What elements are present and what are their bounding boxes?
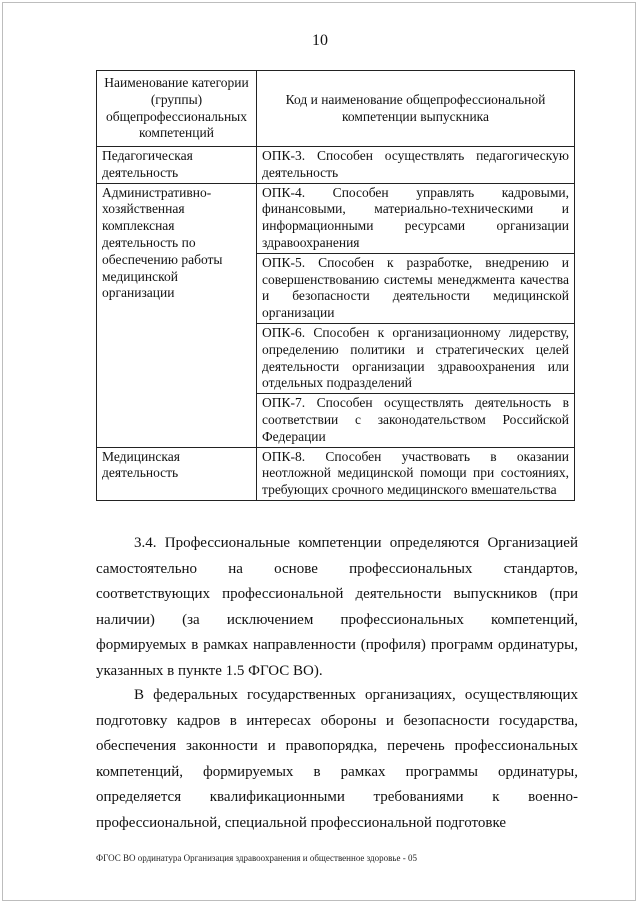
competency-cell <box>257 253 575 323</box>
competency-text: ОПК-6. Способен к организационному лидерству, определению политики и стратегических целей деятельности организации здравоохранения или отдельных подразделений <box>262 324 569 391</box>
competency-text: ОПК-4. Способен управлять кадровыми, финансовыми, материально-техническими и информационными ресурсами организации здравоохранения <box>262 184 569 250</box>
competency-cell <box>257 183 575 253</box>
page-number: 10 <box>312 32 328 49</box>
competency-text: ОПК-5. Способен к разработке, внедрению и совершенствованию системы менеджмента качества и безопасности деятельности медицинской организации <box>262 254 569 321</box>
table-row <box>97 147 575 184</box>
competency-cell <box>257 147 575 184</box>
competency-cell <box>257 447 575 500</box>
competency-text: ОПК-7. Способен осуществлять деятельность в соответствии с законодательством Российской Федерации <box>262 395 569 444</box>
category-cell: Медицинская деятельность <box>97 447 257 500</box>
paragraph-federal-organizations: В федеральных государственных организациях, осуществляющих подготовку кадров в интересах обороны и безопасности государства, обеспечения законности и правопорядка, перечень профессиональных компетенций, формируемых в рамках программы ординатуры, определяется квалификационными требованиями к военно-профессиональной, специальной профессиональной подготовке <box>96 687 578 831</box>
category-cell: Педагогическая деятельность <box>97 147 257 184</box>
competency-cell <box>257 323 575 393</box>
category-cell: Административно-хозяйственная комплексная деятельность по обеспечению работы медицинской организации <box>97 183 257 447</box>
header-category: Наименование категории (группы) общепрофессиональных компетенций <box>97 71 257 147</box>
table-row <box>97 447 575 500</box>
competencies-table <box>96 70 575 501</box>
header-code: Код и наименование общепрофессиональной компетенции выпускника <box>257 71 575 147</box>
table-header-row <box>97 71 575 147</box>
competency-cell <box>257 394 575 447</box>
competency-text: ОПК-8. Способен участвовать в оказании неотложной медицинской помощи при состояниях, требующих срочного медицинского вмешательства <box>262 448 569 498</box>
paragraph-3-4: 3.4. Профессиональные компетенции определяются Организацией самостоятельно на основе профессиональных стандартов, соответствующих профессиональной деятельности выпускников (при наличии) (за исключением профессиональных компетенций, формируемых в рамках направленности (профиля) программ ординатуры, указанных в пункте 1.5 ФГОС ВО). <box>96 535 578 679</box>
footer-note: ФГОС ВО ординатура Организация здравоохранения и общественное здоровье - 05 <box>96 853 417 863</box>
table-row <box>97 183 575 253</box>
competency-text: ОПК-3. Способен осуществлять педагогическую деятельность <box>262 148 569 180</box>
